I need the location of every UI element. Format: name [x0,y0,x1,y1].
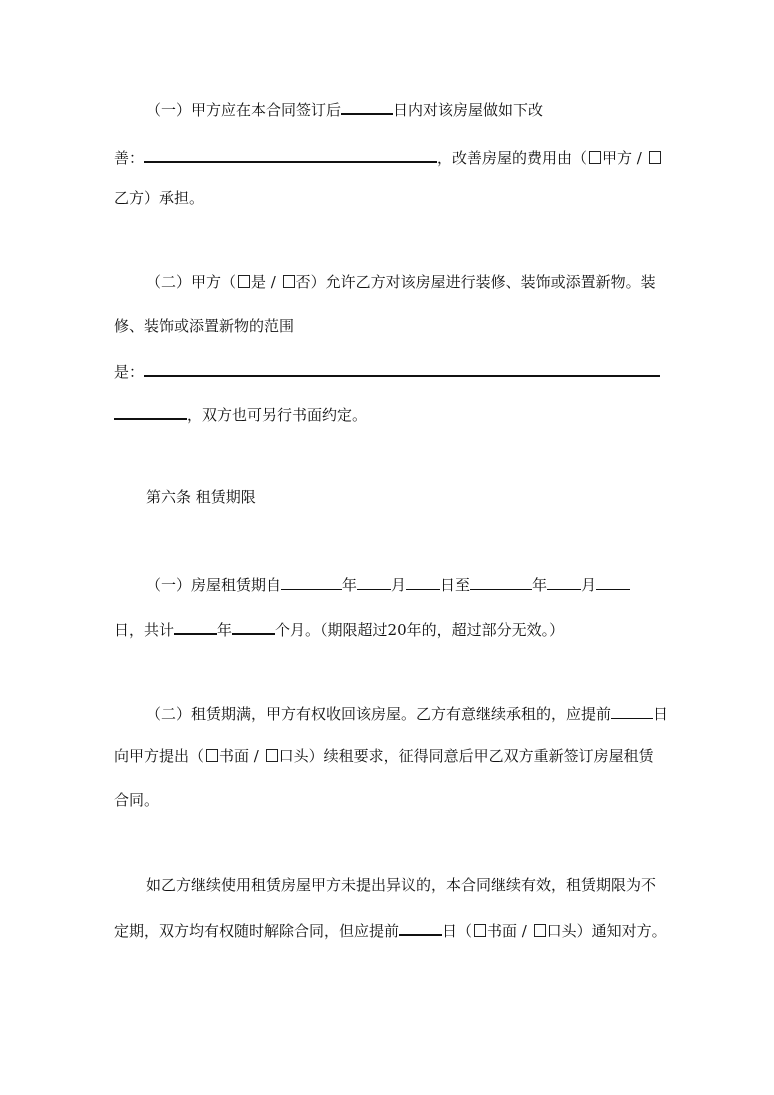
indefinite-line-1: 如乙方继续使用租赁房屋甲方未提出异议的，本合同继续有效，租赁期限为不 [146,876,657,894]
termination-oral-checkbox[interactable] [534,924,546,937]
renewal-written-checkbox[interactable] [206,749,218,762]
renewal-line-1: （二）租赁期满，甲方有权收回该房屋。乙方有意继续承租的，应提前 日 [146,702,668,722]
end-day-blank[interactable] [596,573,630,590]
start-day-blank[interactable] [406,573,440,590]
start-month-blank[interactable] [357,573,391,590]
renewal-oral-checkbox[interactable] [266,749,278,762]
renewal-notice-days-blank[interactable] [611,702,653,719]
decoration-scope-blank-2[interactable] [114,402,187,420]
termination-notice-days-blank[interactable] [399,918,442,936]
end-month-blank[interactable] [547,573,581,590]
termination-written-checkbox[interactable] [474,924,486,937]
term-line-1: （一）房屋租赁期自 年 月 日至 年 月 [146,573,630,593]
clause6-heading: 第六条 租赁期限 [146,488,256,506]
start-year-blank[interactable] [281,573,342,590]
decoration-line-4: ，双方也可另行书面约定。 [114,402,367,422]
improvement-line-3: 乙方）承担。 [114,189,205,207]
improvement-content-blank[interactable] [144,145,437,163]
improvement-line-2: 善： ，改善房屋的费用由（ 甲方 / [114,145,662,165]
renewal-line-3: 合同。 [114,791,160,809]
term-line-2: 日，共计 年 个月。（期限超过20年的，超过部分无效。） [114,617,564,637]
improvement-line-1: （一）甲方应在本合同签订后 日内对该房屋做如下改 [146,97,543,117]
improvement-days-blank[interactable] [341,97,393,115]
decoration-scope-blank[interactable] [144,359,660,377]
decoration-line-3: 是： [114,359,660,379]
allow-no-checkbox[interactable] [283,275,295,288]
decoration-line-1: （二）甲方（ 是 / 否）允许乙方对该房屋进行装修、装饰或添置新物。装 [146,273,656,291]
total-months-blank[interactable] [232,617,275,635]
allow-yes-checkbox[interactable] [238,275,250,288]
lessee-checkbox[interactable] [649,151,661,164]
renewal-line-2: 向甲方提出（ 书面 / 口头）续租要求，征得同意后甲乙双方重新签订房屋租赁 [114,747,654,765]
end-year-blank[interactable] [470,573,532,590]
lessor-checkbox[interactable] [589,151,601,164]
total-years-blank[interactable] [174,617,217,635]
decoration-line-2: 修、装饰或添置新物的范围 [114,317,295,335]
indefinite-line-2: 定期，双方均有权随时解除合同，但应提前 日（ 书面 / 口头）通知对方。 [114,918,667,938]
